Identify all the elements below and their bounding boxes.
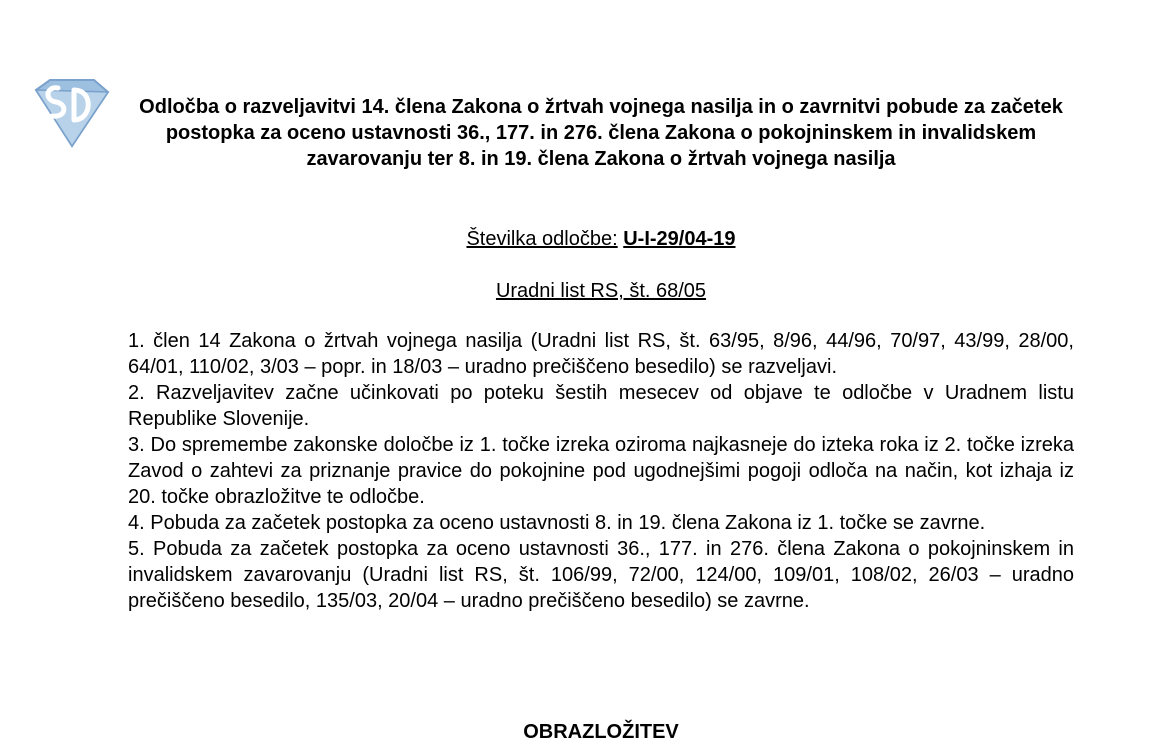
document-title: Odločba o razveljavitvi 14. člena Zakona o žrtvah vojnega nasilja in o zavrnitvi pobude za začetek postopka za oceno ustavnosti 36., 177. in 276. člena Zakona o pokojninskem in invalidskem zavarovanju ter 8. in 19. člena Zakona o žrtvah vojnega nasilja bbox=[139, 96, 1063, 170]
ruling-points bbox=[128, 328, 1074, 614]
ruling-point: 2. Razveljavitev začne učinkovati po poteku šestih mesecev od objave te odločbe v Uradnem listu Republike Slovenije. bbox=[128, 382, 1074, 430]
decision-number-label: Številka odločbe: bbox=[466, 228, 618, 250]
gazette-reference: Uradni list RS, št. 68/05 bbox=[495, 280, 707, 302]
ruling-point: 3. Do spremembe zakonske določbe iz 1. točke izreka oziroma najkasneje do izteka roka iz 2. točke izreka Zavod o zahtevi za priznanje pravice do pokojnine pod ugodnejšimi pogoji odloča na način, kot izhaja iz 20. točke obrazložitve te odločbe. bbox=[128, 434, 1074, 508]
ruling-point: 5. Pobuda za začetek postopka za oceno ustavnosti 36., 177. in 276. člena Zakona o pokojninskem in invalidskem zavarovanju (Uradni list RS, št. 106/99, 72/00, 124/00, 109/01, 108/02, 26/03 – uradno prečiščeno besedilo, 135/03, 20/04 – uradno prečiščeno besedilo) se zavrne. bbox=[128, 538, 1074, 612]
ruling-point: 1. člen 14 Zakona o žrtvah vojnega nasilja (Uradni list RS, št. 63/95, 8/96, 44/96, 70/97, 43/99, 28/00, 64/01, 110/02, 3/03 – popr. in 18/03 – uradno prečiščeno besedilo) se razveljavi. bbox=[128, 330, 1074, 378]
section-heading: OBRAZLOŽITEV bbox=[523, 721, 679, 743]
decision-number-value: U-I-29/04-19 bbox=[623, 228, 736, 250]
decision-number bbox=[128, 227, 1074, 251]
ruling-point: 4. Pobuda za začetek postopka za oceno ustavnosti 8. in 19. člena Zakona iz 1. točke se zavrne. bbox=[128, 512, 986, 534]
court-logo-icon bbox=[28, 76, 112, 148]
